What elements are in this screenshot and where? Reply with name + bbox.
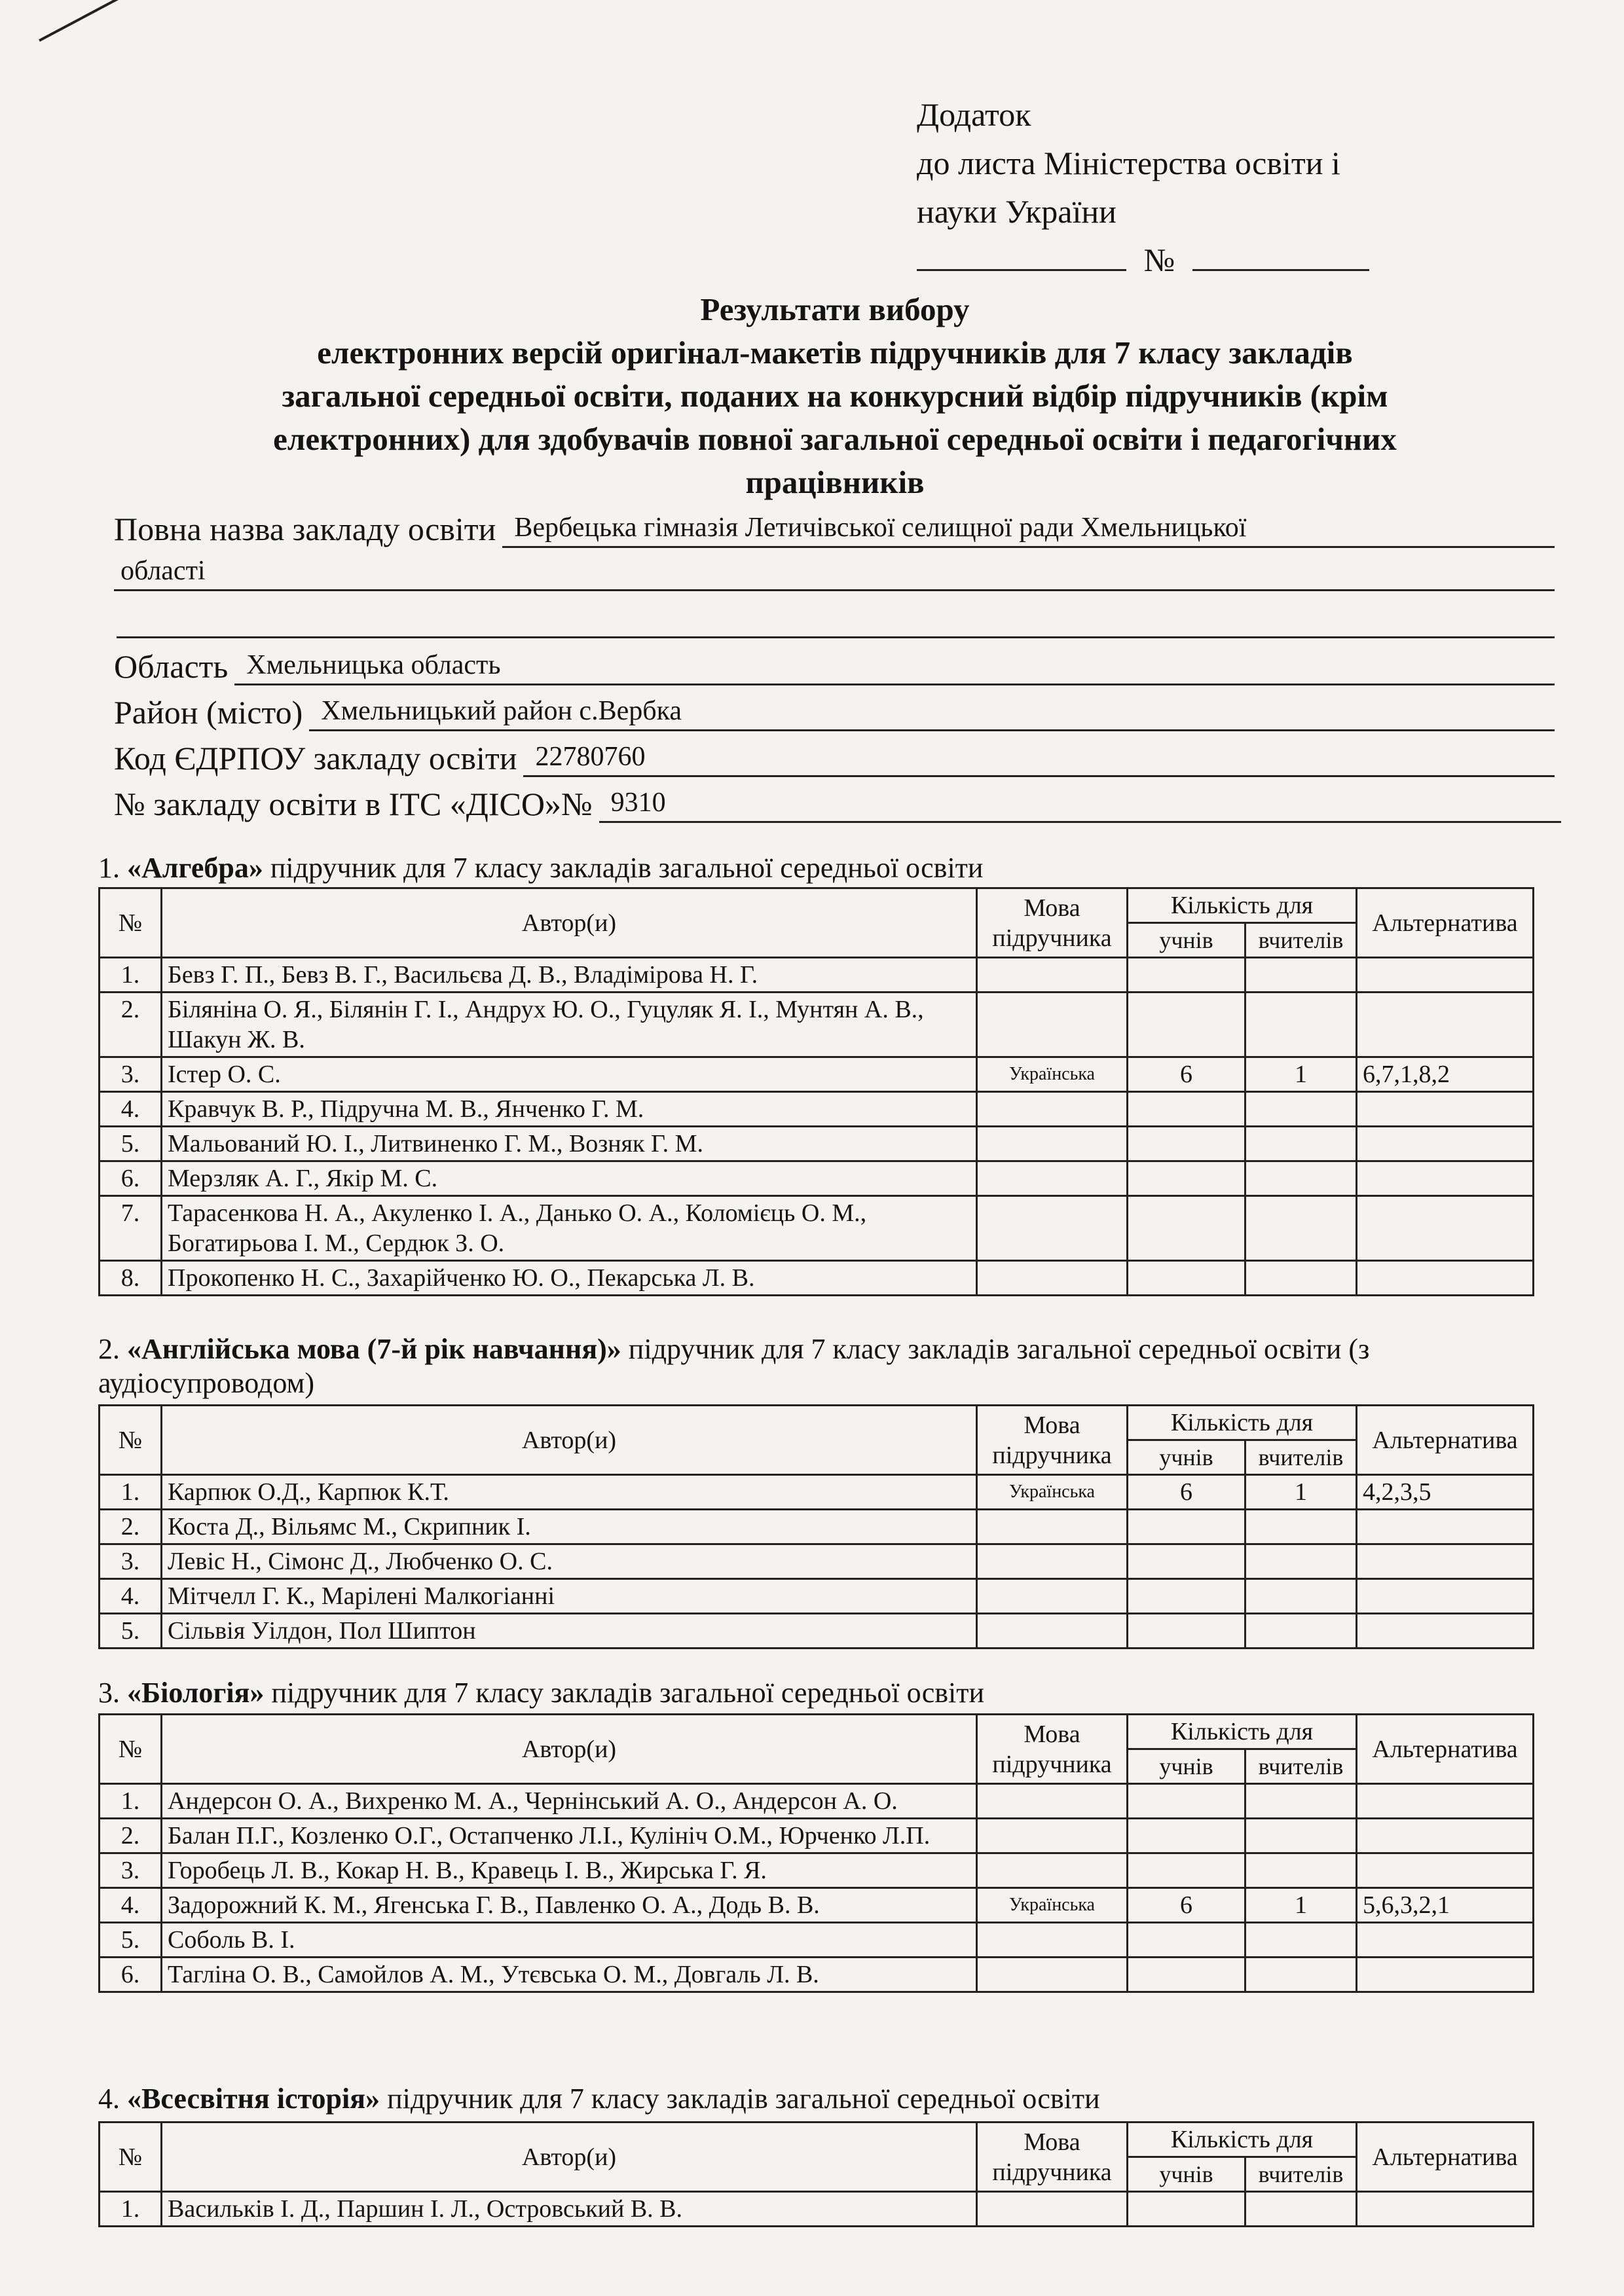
institution-value-cont[interactable]: області [114, 553, 1555, 591]
section-rest: підручник для 7 класу закладів загальної середньої освіти [264, 1677, 985, 1709]
its-value[interactable]: 9310 [599, 784, 1561, 823]
district-value[interactable]: Хмельницький район с.Вербка [309, 693, 1555, 731]
row-students-count[interactable] [1128, 1819, 1246, 1853]
row-teachers-count[interactable]: 1 [1246, 1475, 1357, 1510]
row-number: 3. [100, 1544, 162, 1579]
header-count-for: Кількість для [1128, 1406, 1357, 1440]
row-authors: Бевз Г. П., Бевз В. Г., Васильєва Д. В., Владімірова Н. Г. [162, 958, 977, 993]
date-blank [917, 239, 1126, 271]
row-students-count[interactable] [1128, 1127, 1246, 1161]
row-alternative[interactable] [1357, 1544, 1534, 1579]
row-language[interactable] [977, 1092, 1128, 1127]
section-4-title [98, 2082, 1539, 2116]
header-teachers: вчителів [1246, 1440, 1357, 1475]
row-number: 3. [100, 1853, 162, 1888]
row-alternative[interactable] [1357, 1261, 1534, 1296]
header-students: учнів [1128, 2157, 1246, 2192]
section-number: 1. [98, 852, 120, 884]
row-teachers-count[interactable] [1246, 1958, 1357, 1992]
row-students-count[interactable] [1128, 1510, 1246, 1544]
row-students-count[interactable] [1128, 1544, 1246, 1579]
row-authors: Мерзляк А. Г., Якір М. С. [162, 1161, 977, 1196]
header-count-for: Кількість для [1128, 888, 1357, 923]
title-line-5: працівників [745, 464, 925, 500]
region-label: Область [114, 648, 229, 685]
table-row [100, 1923, 1534, 1958]
row-language[interactable] [977, 1958, 1128, 1992]
row-teachers-count[interactable] [1246, 1579, 1357, 1614]
row-students-count[interactable] [1128, 1784, 1246, 1819]
section-2-title [98, 1332, 1539, 1400]
row-students-count[interactable]: 6 [1128, 1057, 1246, 1092]
row-students-count[interactable] [1128, 993, 1246, 1057]
row-number: 3. [100, 1057, 162, 1092]
section-number: 4. [98, 2083, 120, 2115]
row-authors: Біляніна О. Я., Білянін Г. І., Андрух Ю. О., Гуцуляк Я. І., Мунтян А. В., Шакун Ж. В. [162, 993, 977, 1057]
table-header-row [100, 2123, 1534, 2157]
row-authors: Мітчелл Г. К., Марілені Малкогіанні [162, 1579, 977, 1614]
region-field [114, 647, 1555, 685]
table-row [100, 1579, 1534, 1614]
section-number: 3. [98, 1677, 120, 1709]
row-language[interactable] [977, 1579, 1128, 1614]
row-teachers-count[interactable] [1246, 1092, 1357, 1127]
row-alternative[interactable] [1357, 1196, 1534, 1261]
row-teachers-count[interactable] [1246, 1784, 1357, 1819]
header-no: № [100, 888, 162, 958]
row-language[interactable]: Українська [977, 1475, 1128, 1510]
pen-mark [39, 0, 120, 42]
section-1-table [98, 887, 1534, 1296]
header-language: Мова підручника [977, 2123, 1128, 2192]
row-teachers-count[interactable] [1246, 1819, 1357, 1853]
title-line-4: електронних) для здобувачів повної загальної середньої освіти і педагогічних [273, 421, 1397, 457]
row-language[interactable]: Українська [977, 1057, 1128, 1092]
table-row [100, 1127, 1534, 1161]
row-authors: Коста Д., Вільямс М., Скрипник І. [162, 1510, 977, 1544]
row-authors: Васильків І. Д., Паршин І. Л., Островський В. В. [162, 2192, 977, 2227]
header-count-for: Кількість для [1128, 1715, 1357, 1749]
table-row [100, 1510, 1534, 1544]
section-3-table [98, 1713, 1534, 1993]
row-authors: Балан П.Г., Козленко О.Г., Остапченко Л.І., Кулініч О.М., Юрченко Л.П. [162, 1819, 977, 1853]
document-title [105, 288, 1565, 504]
district-field [114, 693, 1555, 731]
row-students-count[interactable] [1128, 1261, 1246, 1296]
table-header-row [100, 1406, 1534, 1440]
row-language[interactable] [977, 1819, 1128, 1853]
header-students: учнів [1128, 1749, 1246, 1784]
row-students-count[interactable] [1128, 1923, 1246, 1958]
row-number: 4. [100, 1888, 162, 1923]
table-row [100, 1614, 1534, 1649]
row-number: 4. [100, 1092, 162, 1127]
row-alternative[interactable] [1357, 1819, 1534, 1853]
row-teachers-count[interactable] [1246, 2192, 1357, 2227]
section-1-title [98, 851, 1539, 885]
row-alternative[interactable]: 5,6,3,2,1 [1357, 1888, 1534, 1923]
number-sign: № [1143, 242, 1175, 278]
row-students-count[interactable] [1128, 1614, 1246, 1649]
row-teachers-count[interactable] [1246, 1923, 1357, 1958]
table-row [100, 958, 1534, 993]
section-2-table [98, 1404, 1534, 1649]
row-teachers-count[interactable] [1246, 1544, 1357, 1579]
section-3-title [98, 1676, 1539, 1710]
section-subject: «Англійська мова (7-й рік навчання)» [127, 1333, 621, 1365]
row-language[interactable] [977, 1196, 1128, 1261]
row-language[interactable] [977, 1261, 1128, 1296]
row-language[interactable] [977, 1614, 1128, 1649]
header-students: учнів [1128, 923, 1246, 958]
header-students: учнів [1128, 1440, 1246, 1475]
row-number: 8. [100, 1261, 162, 1296]
table-row [100, 2192, 1534, 2227]
its-field [114, 784, 1561, 823]
table-header-row [100, 888, 1534, 923]
addendum-number-line [917, 236, 1369, 284]
table-row [100, 1092, 1534, 1127]
row-authors: Сільвія Уілдон, Пол Шиптон [162, 1614, 977, 1649]
its-label: № закладу освіти в ІТС «ДІСО»№ [114, 786, 593, 822]
region-value[interactable]: Хмельницька область [234, 647, 1555, 685]
row-students-count[interactable] [1128, 1092, 1246, 1127]
section-number: 2. [98, 1333, 120, 1365]
header-language: Мова підручника [977, 1715, 1128, 1784]
addendum-line-2: до листа Міністерства освіти і [917, 145, 1340, 181]
header-language: Мова підручника [977, 888, 1128, 958]
row-teachers-count[interactable] [1246, 993, 1357, 1057]
row-students-count[interactable] [1128, 1161, 1246, 1196]
number-blank [1192, 239, 1369, 271]
header-teachers: вчителів [1246, 1749, 1357, 1784]
row-students-count[interactable] [1128, 1958, 1246, 1992]
row-teachers-count[interactable]: 1 [1246, 1888, 1357, 1923]
row-students-count[interactable]: 6 [1128, 1475, 1246, 1510]
row-students-count[interactable] [1128, 1196, 1246, 1261]
row-students-count[interactable]: 6 [1128, 1888, 1246, 1923]
institution-value[interactable]: Вербецька гімназія Летичівської селищної ради Хмельницької [502, 509, 1555, 548]
header-no: № [100, 1715, 162, 1784]
section-subject: «Алгебра» [127, 852, 263, 884]
table-row [100, 1784, 1534, 1819]
addendum-line-1: Додаток [917, 96, 1031, 133]
row-alternative[interactable] [1357, 1853, 1534, 1888]
row-number: 1. [100, 2192, 162, 2227]
section-subject: «Біологія» [127, 1677, 265, 1709]
table-row [100, 993, 1534, 1057]
row-language[interactable] [977, 958, 1128, 993]
row-alternative[interactable] [1357, 1784, 1534, 1819]
row-number: 5. [100, 1614, 162, 1649]
row-authors: Андерсон О. А., Вихренко М. А., Чернінський А. О., Андерсон А. О. [162, 1784, 977, 1819]
header-alternative: Альтернатива [1357, 1406, 1534, 1475]
table-row [100, 1853, 1534, 1888]
district-label: Район (місто) [114, 694, 303, 731]
row-authors: Соболь В. І. [162, 1923, 977, 1958]
row-teachers-count[interactable] [1246, 1161, 1357, 1196]
row-language[interactable] [977, 1923, 1128, 1958]
row-language[interactable] [977, 1127, 1128, 1161]
row-alternative[interactable] [1357, 1614, 1534, 1649]
row-language[interactable] [977, 1784, 1128, 1819]
row-alternative[interactable] [1357, 1579, 1534, 1614]
row-authors: Карпюк О.Д., Карпюк К.Т. [162, 1475, 977, 1510]
header-no: № [100, 1406, 162, 1475]
section-subject: «Всесвітня історія» [127, 2083, 380, 2115]
row-number: 2. [100, 993, 162, 1057]
table-row [100, 1544, 1534, 1579]
institution-field-cont [114, 553, 1555, 591]
row-alternative[interactable] [1357, 1127, 1534, 1161]
row-language[interactable] [977, 1544, 1128, 1579]
row-teachers-count[interactable] [1246, 1510, 1357, 1544]
row-alternative[interactable] [1357, 993, 1534, 1057]
row-teachers-count[interactable] [1246, 958, 1357, 993]
section-rest: підручник для 7 класу закладів загальної середньої освіти [380, 2083, 1100, 2115]
institution-field [114, 509, 1555, 548]
header-alternative: Альтернатива [1357, 1715, 1534, 1784]
row-number: 1. [100, 958, 162, 993]
header-teachers: вчителів [1246, 923, 1357, 958]
header-authors: Автор(и) [162, 1715, 977, 1784]
section-rest: підручник для 7 класу закладів загальної середньої освіти [263, 852, 984, 884]
row-authors: Мальований Ю. І., Литвиненко Г. М., Возняк Г. М. [162, 1127, 977, 1161]
table-row [100, 1057, 1534, 1092]
table-row [100, 1819, 1534, 1853]
row-alternative[interactable] [1357, 1958, 1534, 1992]
edrpou-label: Код ЄДРПОУ закладу освіти [114, 740, 517, 776]
table-row [100, 1261, 1534, 1296]
header-count-for: Кількість для [1128, 2123, 1357, 2157]
row-number: 2. [100, 1819, 162, 1853]
row-language[interactable] [977, 1161, 1128, 1196]
addendum-line-3: науки України [917, 193, 1116, 230]
row-number: 2. [100, 1510, 162, 1544]
title-line-1: Результати вибору [700, 291, 970, 327]
row-authors: Істер О. С. [162, 1057, 977, 1092]
row-alternative[interactable] [1357, 2192, 1534, 2227]
row-alternative[interactable] [1357, 1510, 1534, 1544]
row-authors: Тарасенкова Н. А., Акуленко І. А., Данько О. А., Коломієць О. М., Богатирьова І. М., Сердюк З. О. [162, 1196, 977, 1261]
row-students-count[interactable] [1128, 1853, 1246, 1888]
row-number: 1. [100, 1784, 162, 1819]
header-language: Мова підручника [977, 1406, 1128, 1475]
row-number: 5. [100, 1923, 162, 1958]
table-row [100, 1161, 1534, 1196]
row-alternative[interactable] [1357, 1161, 1534, 1196]
row-teachers-count[interactable] [1246, 1196, 1357, 1261]
row-teachers-count[interactable] [1246, 1261, 1357, 1296]
row-teachers-count[interactable] [1246, 1127, 1357, 1161]
header-no: № [100, 2123, 162, 2192]
row-students-count[interactable] [1128, 958, 1246, 993]
edrpou-value[interactable]: 22780760 [523, 738, 1555, 777]
row-teachers-count[interactable]: 1 [1246, 1057, 1357, 1092]
title-line-2: електронних версій оригінал-макетів підручників для 7 класу закладів [317, 335, 1353, 371]
row-authors: Левіс Н., Сімонс Д., Любченко О. С. [162, 1544, 977, 1579]
section-rest: підручник для 7 класу закладів загальної середньої освіти (з аудіосупроводом) [98, 1333, 1370, 1399]
row-authors: Кравчук В. Р., Підручна М. В., Янченко Г. М. [162, 1092, 977, 1127]
row-language[interactable] [977, 2192, 1128, 2227]
header-authors: Автор(и) [162, 888, 977, 958]
row-teachers-count[interactable] [1246, 1614, 1357, 1649]
row-number: 6. [100, 1958, 162, 1992]
blank-line [117, 636, 1555, 638]
table-row [100, 1888, 1534, 1923]
header-alternative: Альтернатива [1357, 888, 1534, 958]
edrpou-field [114, 738, 1555, 777]
row-students-count[interactable] [1128, 1579, 1246, 1614]
row-authors: Задорожний К. М., Ягенська Г. В., Павленко О. А., Додь В. В. [162, 1888, 977, 1923]
row-number: 6. [100, 1161, 162, 1196]
row-alternative[interactable] [1357, 1092, 1534, 1127]
institution-label: Повна назва закладу освіти [114, 511, 496, 547]
row-number: 4. [100, 1579, 162, 1614]
header-alternative: Альтернатива [1357, 2123, 1534, 2192]
table-row [100, 1475, 1534, 1510]
row-number: 1. [100, 1475, 162, 1510]
header-authors: Автор(и) [162, 2123, 977, 2192]
row-language[interactable] [977, 993, 1128, 1057]
table-row [100, 1196, 1534, 1261]
row-alternative[interactable]: 4,2,3,5 [1357, 1475, 1534, 1510]
row-authors: Тагліна О. В., Самойлов А. М., Утєвська О. М., Довгаль Л. В. [162, 1958, 977, 1992]
title-line-3: загальної середньої освіти, поданих на конкурсний відбір підручників (крім [282, 378, 1388, 414]
row-teachers-count[interactable] [1246, 1853, 1357, 1888]
row-number: 7. [100, 1196, 162, 1261]
row-alternative[interactable] [1357, 958, 1534, 993]
section-4-table [98, 2121, 1534, 2227]
row-alternative[interactable]: 6,7,1,8,2 [1357, 1057, 1534, 1092]
table-header-row [100, 1715, 1534, 1749]
row-language[interactable] [977, 1853, 1128, 1888]
row-language[interactable]: Українська [977, 1888, 1128, 1923]
header-authors: Автор(и) [162, 1406, 977, 1475]
row-students-count[interactable] [1128, 2192, 1246, 2227]
row-number: 5. [100, 1127, 162, 1161]
addendum-block [917, 90, 1369, 284]
header-teachers: вчителів [1246, 2157, 1357, 2192]
row-alternative[interactable] [1357, 1923, 1534, 1958]
row-language[interactable] [977, 1510, 1128, 1544]
row-authors: Прокопенко Н. С., Захарійченко Ю. О., Пекарська Л. В. [162, 1261, 977, 1296]
row-authors: Горобець Л. В., Кокар Н. В., Кравець І. В., Жирська Г. Я. [162, 1853, 977, 1888]
table-row [100, 1958, 1534, 1992]
